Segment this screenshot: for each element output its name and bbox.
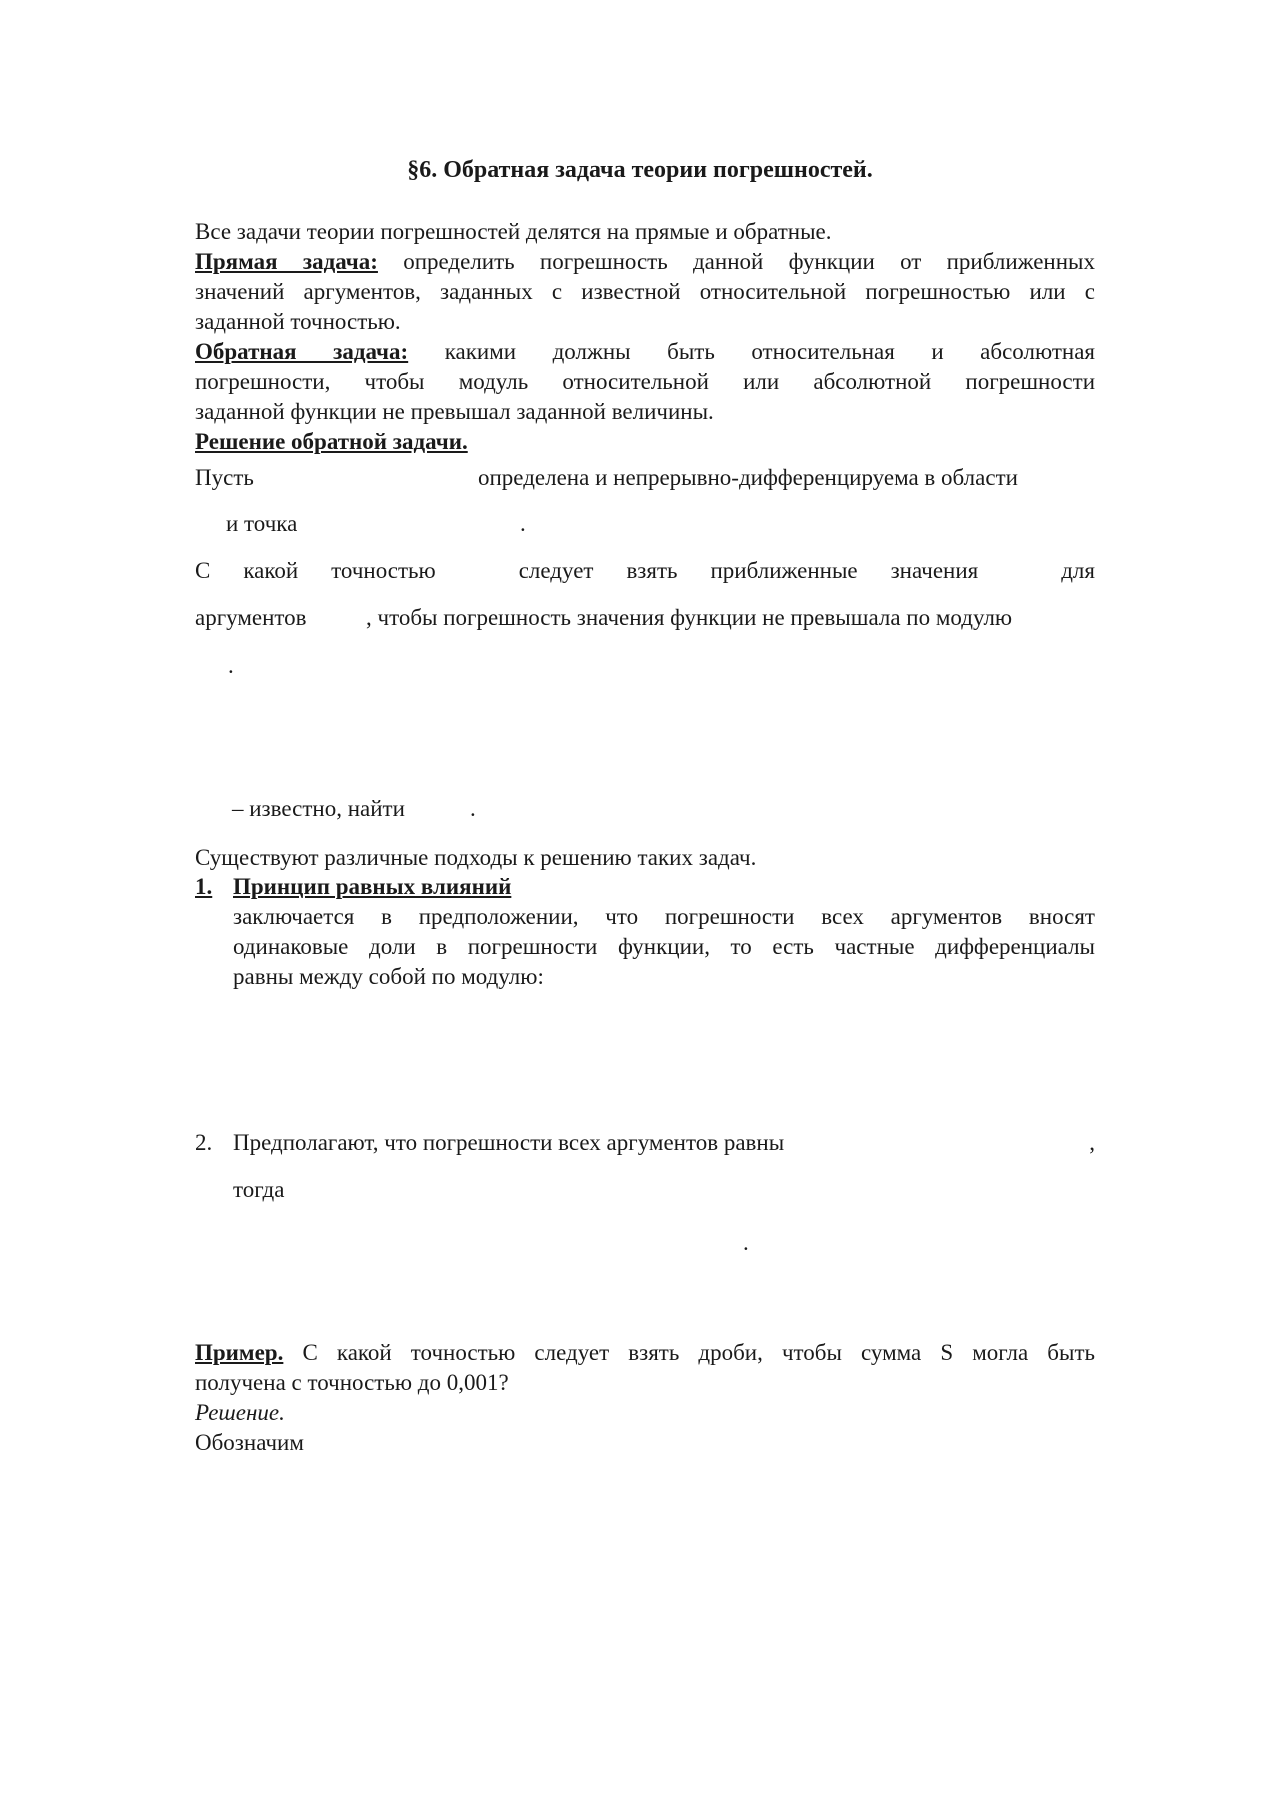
inverse-task-label: Обратная задача:: [195, 339, 409, 364]
item1-heading-row: [233, 872, 1095, 902]
item2-text: Предполагают, что погрешности всех аргументов равны: [233, 1130, 785, 1155]
example-denote: Обозначим: [195, 1430, 304, 1455]
accuracy-word: приближенные: [710, 558, 858, 583]
inverse-task-line3: заданной функции не превышал заданной величины.: [195, 399, 714, 424]
accuracy-word: взять: [626, 558, 678, 583]
solution-heading-row: [195, 427, 1095, 457]
example-line2: получена с точностью до 0,001?: [195, 1370, 509, 1395]
intro-text: Все задачи теории погрешностей делятся на прямые и обратные.: [195, 219, 832, 244]
item2-line1: [233, 1128, 1095, 1158]
item2-dot: .: [743, 1230, 749, 1255]
point-word: и точка: [226, 511, 298, 536]
accuracy-word: значения: [890, 558, 979, 583]
accuracy-word: для: [1061, 558, 1095, 583]
accuracy-word: следует: [518, 558, 594, 583]
inverse-task-line1: [195, 337, 1095, 367]
arguments-word: аргументов: [195, 605, 307, 630]
item1-line1: заключается в предположении, что погрешности всех аргументов вносят: [233, 904, 1095, 929]
known-text: – известно, найти: [232, 796, 405, 821]
item1-line3: равны между собой по модулю:: [233, 964, 544, 989]
direct-task-line3: заданной точностью.: [195, 309, 401, 334]
item2-comma: ,: [1089, 1130, 1095, 1155]
inverse-task-line2: погрешности, чтобы модуль относительной или абсолютной погрешности: [195, 369, 1095, 394]
accuracy-word: какой: [243, 558, 299, 583]
item1-number-row: [195, 872, 212, 902]
item2-then: тогда: [233, 1177, 285, 1202]
let-rest: определена и непрерывно-дифференцируема в области: [478, 465, 1018, 490]
accuracy-word: точностью: [331, 558, 436, 583]
example-solution: Решение.: [195, 1400, 285, 1425]
accuracy-dot: .: [228, 653, 234, 678]
direct-task-label: Прямая задача:: [195, 249, 378, 274]
solution-heading: Решение обратной задачи.: [195, 429, 468, 454]
example-text1: С какой точностью следует взять дроби, чтобы сумма S могла быть: [302, 1340, 1096, 1365]
point-dot: .: [520, 511, 526, 536]
let-line: [195, 463, 1095, 493]
accuracy-line2: [195, 603, 1095, 633]
item1-heading: Принцип равных влияний: [233, 874, 512, 899]
page-title: §6. Обратная задача теории погрешностей.: [407, 157, 873, 183]
item1-line2: одинаковые доли в погрешности функции, то есть частные дифференциалы: [233, 934, 1095, 959]
accuracy-line1: [195, 556, 1095, 586]
let-word: Пусть: [195, 465, 254, 490]
accuracy-rest: , чтобы погрешность значения функции не превышала по модулю: [366, 605, 1013, 630]
direct-task-text1: определить погрешность данной функции от приближенных: [403, 249, 1095, 274]
accuracy-word: С: [195, 558, 211, 583]
example-line1: [195, 1338, 1095, 1368]
item1-number: 1.: [195, 874, 213, 899]
known-dot: .: [470, 796, 476, 821]
item2-number: 2.: [195, 1130, 213, 1155]
direct-task-line1: [195, 247, 1095, 277]
approaches-text: Существуют различные подходы к решению таких задач.: [195, 845, 757, 870]
inverse-task-text1: какими должны быть относительная и абсолютная: [444, 339, 1095, 364]
example-label: Пример.: [195, 1340, 284, 1365]
direct-task-line2: значений аргументов, заданных с известной относительной погрешностью или с: [195, 279, 1095, 304]
